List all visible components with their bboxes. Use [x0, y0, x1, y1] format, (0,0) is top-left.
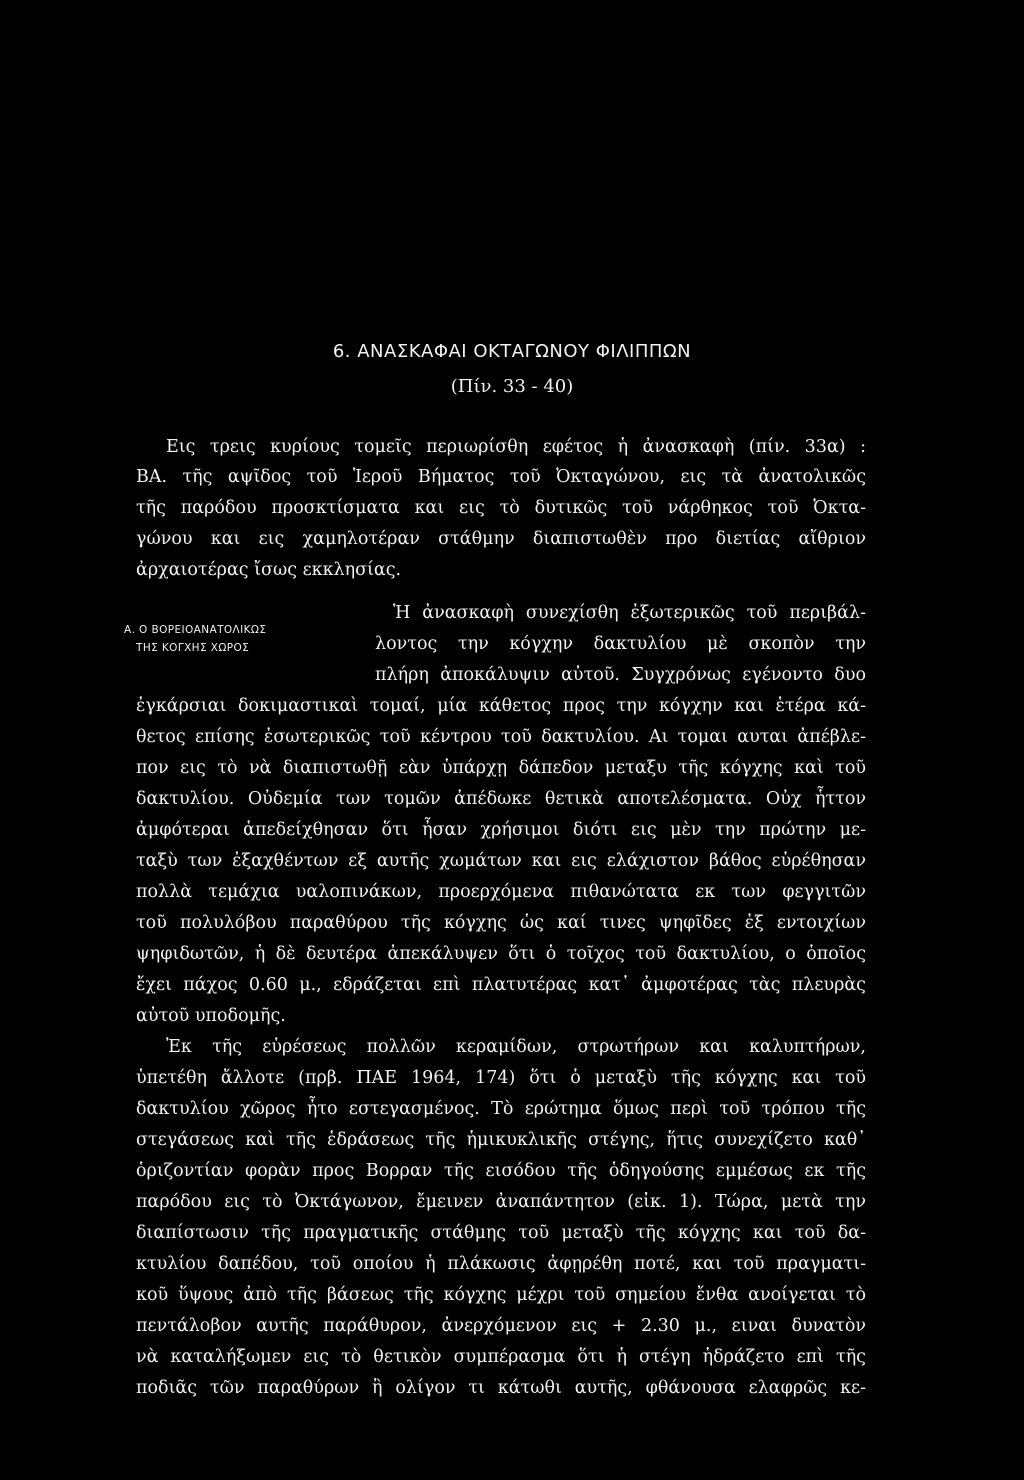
body-line: τοῦ πολυλόβου παραθύρου τῆς κόγχης ὡς καί τινες ψηφῖδες ἐξ εντοιχίων [136, 913, 866, 933]
intro-line: ἀρχαιοτέρας ἴσως εκκλησίας. [136, 560, 402, 580]
intro-line: τῆς παρόδου προσκτίσματα και εις τὸ δυτικῶς τοῦ νάρθηκος τοῦ Ὀκτα- [136, 498, 866, 518]
body-line: κοῦ ὕψους ἀπὸ τῆς βάσεως τῆς κόγχης μέχρι τοῦ σημείου ἔνθα ανοίγεται τὸ [136, 1285, 866, 1305]
body-line: διαπίστωσιν τῆς πραγματικῆς στάθμης τοῦ μεταξὺ τῆς κόγχης και τοῦ δα- [136, 1223, 866, 1243]
section-plates-reference: (Πίν. 33 - 40) [450, 376, 574, 397]
body-line: κτυλίου δαπέδου, τοῦ οποίου ἡ πλάκωσις ἀφῃρέθη ποτέ, και τοῦ πραγματι- [136, 1254, 866, 1274]
subsection-heading: Α. Ο ΒΟΡΕΙΟΑΝΑΤΟΛΙΚΩΣ [124, 624, 267, 636]
body-line: δακτυλίου χῶρος ἦτο εστεγασμένος. Τὸ ερώτημα ὅμως περὶ τοῦ τρόπου τῆς [136, 1099, 866, 1119]
subsection-heading-continued: ΤΗΣ ΚΟΓΧΗΣ ΧΩΡΟΣ [136, 642, 250, 654]
body-line: πολλὰ τεμάχια υαλοπινάκων, προερχόμενα πιθανώτατα εκ των φεγγιτῶν [136, 882, 866, 902]
body-line: αὐτοῦ υποδομῆς. [136, 1006, 286, 1026]
body-line: πλήρη ἀποκάλυψιν αὐτοῦ. Συγχρόνως εγένοντο δυο [375, 665, 866, 685]
body-line: ὑπετέθη ἄλλοτε (πρβ. ΠΑΕ 1964, 174) ὅτι ὁ μεταξὺ τῆς κόγχης και τοῦ [136, 1068, 866, 1088]
body-line: ποδιᾶς τῶν παραθύρων ἢ ολίγον τι κάτωθι αυτῆς, φθάνουσα ελαφρῶς κε- [136, 1378, 866, 1398]
body-line: ὁριζοντίαν φορὰν προς Βορραν τῆς εισόδου τῆς ὁδηγούσης εμμέσως εκ τῆς [136, 1161, 866, 1181]
body-line: ἀμφότεραι ἀπεδείχθησαν ὅτι ἦσαν χρήσιμοι διότι εις μὲν την πρώτην με- [136, 820, 866, 840]
intro-line: Εις τρεις κυρίους τομεῖς περιωρίσθη εφέτος ἡ ἀνασκαφὴ (πίν. 33α) : [166, 437, 866, 457]
body-line: πεντάλοβον αυτῆς παράθυρον, ἀνερχόμενον εις + 2.30 μ., ειναι δυνατὸν [136, 1316, 866, 1336]
body-line: θετος επίσης ἐσωτερικῶς τοῦ κέντρου τοῦ δακτυλίου. Αι τομαι αυται ἀπέβλε- [136, 727, 866, 747]
body-line: νὰ καταλήξωμεν εις τὸ θετικὸν συμπέρασμα ὅτι ἡ στέγη ἡδράζετο επὶ τῆς [136, 1347, 866, 1367]
section-title: 6. ΑΝΑΣΚΑΦΑΙ ΟΚΤΑΓΩΝΟΥ ΦΙΛΙΠΠΩΝ [332, 341, 692, 362]
body-line: Ἐκ τῆς εὑρέσεως πολλῶν κεραμίδων, στρωτήρων και καλυπτήρων, [166, 1037, 866, 1057]
body-line: Ἡ ἀνασκαφὴ συνεχίσθη ἐξωτερικῶς τοῦ περιβάλ- [393, 603, 866, 623]
body-line: δακτυλίου. Οὐδεμία των τομῶν ἀπέδωκε θετικὰ αποτελέσματα. Οὐχ ἧττον [136, 789, 866, 809]
body-line: ταξὺ των ἐξαχθέντων εξ αυτῆς χωμάτων και εις ελάχιστον βάθος εὑρέθησαν [136, 851, 866, 871]
body-line: πον εις τὸ νὰ διαπιστωθῇ εὰν ὑπάρχῃ δάπεδον μεταξυ τῆς κόγχης καὶ τοῦ [136, 758, 866, 778]
body-line: ἐγκάρσιαι δοκιμαστικαὶ τομαί, μία κάθετος προς την κόγχην και ἑτέρα κά- [136, 696, 866, 716]
body-line: παρόδου εις τὸ Ὀκτάγωνον, ἔμεινεν ἀναπάντητον (εἰκ. 1). Τώρα, μετὰ την [136, 1192, 866, 1212]
body-line: ἔχει πάχος 0.60 μ., εδράζεται επὶ πλατυτέρας κατ᾽ ἀμφοτέρας τὰς πλευρὰς [136, 975, 866, 995]
body-line: λοντος την κόγχην δακτυλίου μὲ σκοπὸν την [375, 634, 866, 654]
body-line: ψηφιδωτῶν, ἡ δὲ δευτέρα ἀπεκάλυψεν ὅτι ὁ τοῖχος τοῦ δακτυλίου, ο ὁποῖος [136, 944, 866, 964]
body-line: στεγάσεως καὶ τῆς ἑδράσεως τῆς ἡμικυκλικῆς στέγης, ἥτις συνεχίζετο καθ᾽ [136, 1130, 866, 1150]
intro-line: ΒΑ. τῆς αψῖδος τοῦ Ἱεροῦ Βήματος τοῦ Ὀκταγώνου, εις τὰ ἀνατολικῶς [136, 467, 866, 487]
intro-line: γώνου και εις χαμηλοτέραν στάθμην διαπιστωθὲν προ διετίας αἴθριον [136, 529, 866, 549]
